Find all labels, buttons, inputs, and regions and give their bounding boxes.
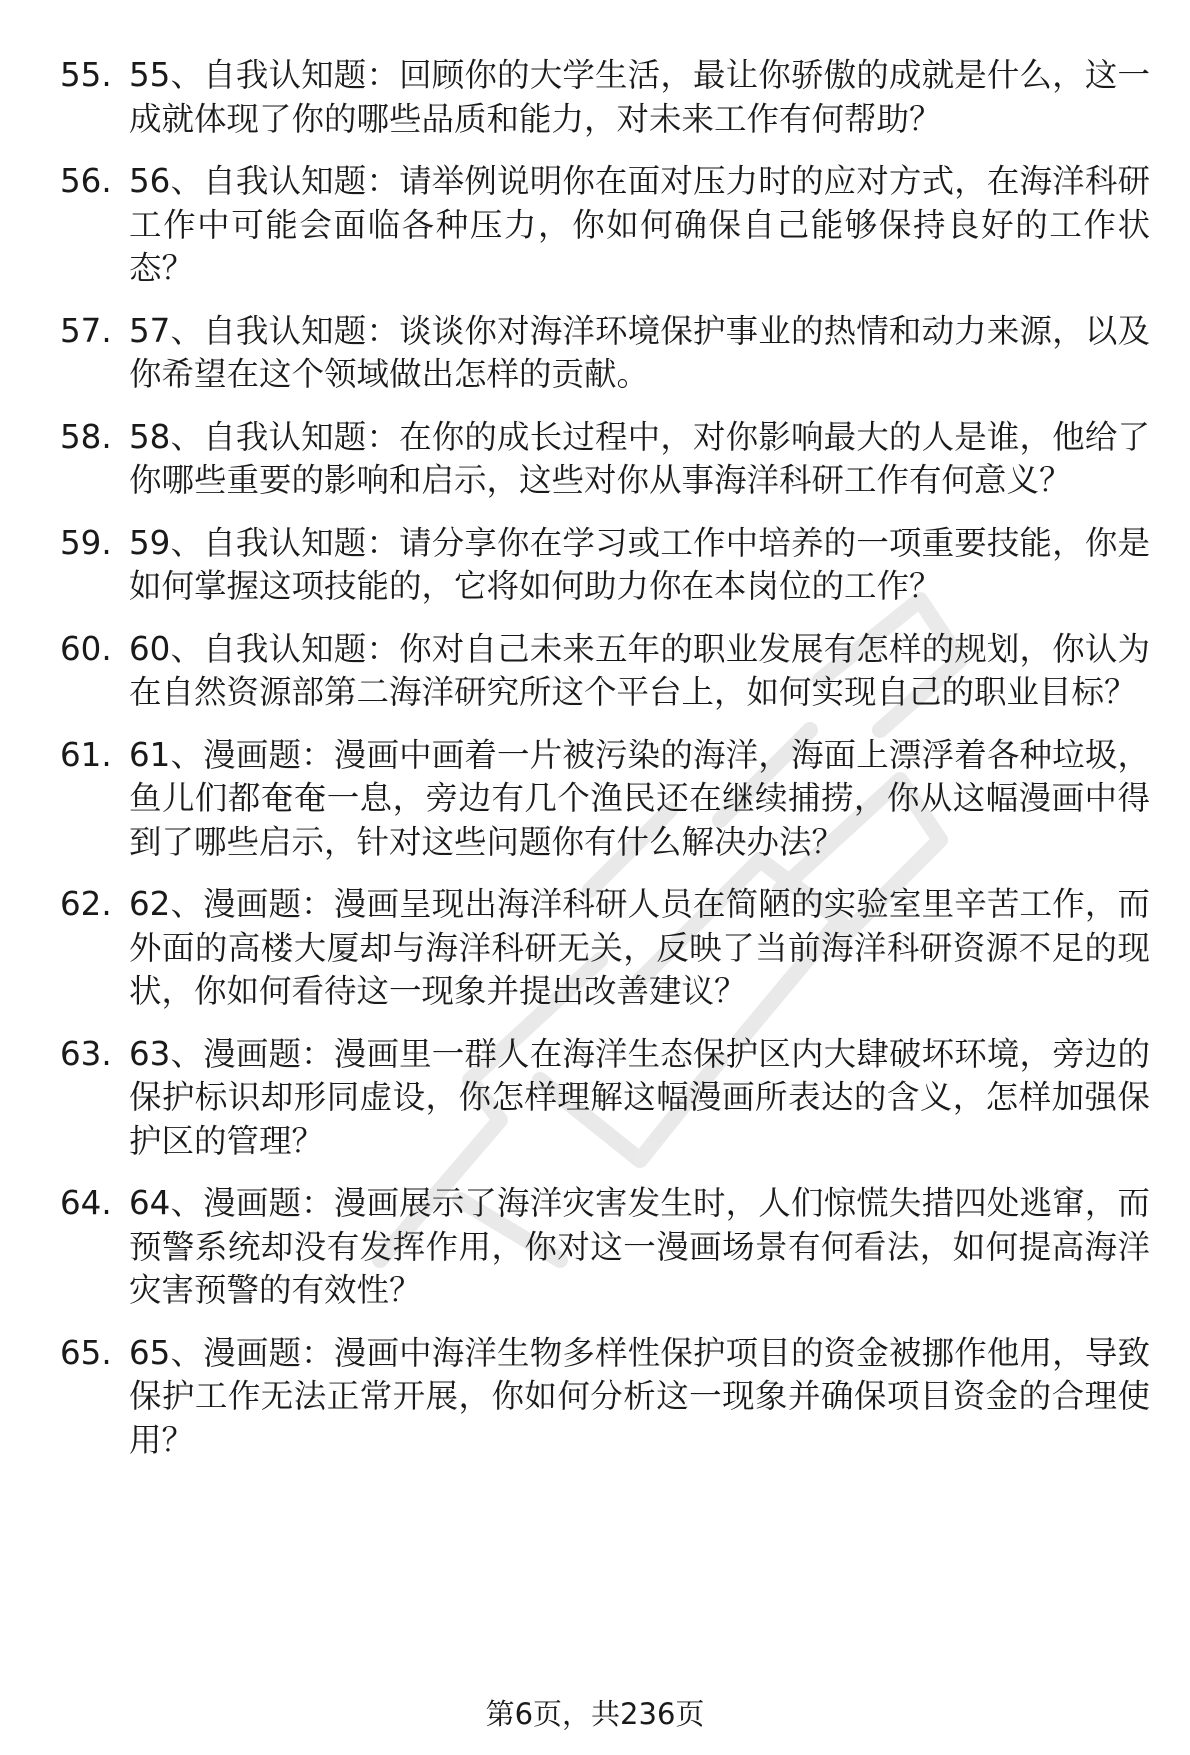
list-item	[60, 1033, 1150, 1164]
item-text: 56、自我认知题：请举例说明你在面对压力时的应对方式，在海洋科研工作中可能会面临各种压力，你如何确保自己能够保持良好的工作状态？	[129, 162, 1150, 287]
item-text: 65、漫画题：漫画中海洋生物多样性保护项目的资金被挪作他用，导致保护工作无法正常开展，你如何分析这一现象并确保项目资金的合理使用？	[129, 1333, 1150, 1459]
item-text: 62、漫画题：漫画呈现出海洋科研人员在简陋的实验室里辛苦工作，而外面的高楼大厦却与海洋科研无关，反映了当前海洋科研资源不足的现状，你如何看待这一现象并提出改善建议？	[129, 885, 1150, 1010]
item-text: 61、漫画题：漫画中画着一片被污染的海洋，海面上漂浮着各种垃圾，鱼儿们都奄奄一息，旁边有几个渔民还在继续捕捞，你从这幅漫画中得到了哪些启示，针对这些问题你有什么解决办法？	[129, 735, 1150, 861]
list-item	[60, 54, 1150, 141]
list-item	[60, 883, 1150, 1014]
list-item	[60, 416, 1150, 503]
item-text: 59、自我认知题：请分享你在学习或工作中培养的一项重要技能，你是如何掌握这项技能的，它将如何助力你在本岗位的工作？	[129, 523, 1150, 605]
item-text: 64、漫画题：漫画展示了海洋灾害发生时，人们惊慌失措四处逃窜，而预警系统却没有发挥作用，你对这一漫画场景有何看法，如何提高海洋灾害预警的有效性？	[129, 1184, 1150, 1309]
list-item	[60, 734, 1150, 865]
item-number: 63.	[60, 1034, 112, 1073]
list-item	[60, 1332, 1150, 1463]
item-text: 58、自我认知题：在你的成长过程中，对你影响最大的人是谁，他给了你哪些重要的影响和启示，这些对你从事海洋科研工作有何意义？	[129, 417, 1150, 499]
item-number: 65.	[60, 1333, 112, 1372]
question-list	[60, 54, 1150, 1481]
item-text: 55、自我认知题：回顾你的大学生活，最让你骄傲的成就是什么，这一成就体现了你的哪些品质和能力，对未来工作有何帮助？	[129, 56, 1150, 138]
item-number: 59.	[60, 523, 112, 562]
list-item	[60, 160, 1150, 291]
list-item	[60, 1182, 1150, 1313]
item-number: 56.	[60, 162, 112, 200]
item-number: 61.	[60, 735, 112, 774]
item-number: 64.	[60, 1184, 112, 1222]
list-item	[60, 628, 1150, 715]
item-text: 57、自我认知题：谈谈你对海洋环境保护事业的热情和动力来源，以及你希望在这个领域做出怎样的贡献。	[129, 311, 1150, 393]
item-text: 60、自我认知题：你对自己未来五年的职业发展有怎样的规划，你认为在自然资源部第二海洋研究所这个平台上，如何实现自己的职业目标？	[129, 629, 1150, 711]
list-item	[60, 310, 1150, 397]
item-number: 60.	[60, 629, 112, 668]
item-number: 58.	[60, 417, 112, 456]
item-number: 55.	[60, 56, 112, 94]
list-item	[60, 522, 1150, 609]
item-text: 63、漫画题：漫画里一群人在海洋生态保护区内大肆破坏环境，旁边的保护标识却形同虚设，你怎样理解这幅漫画所表达的含义，怎样加强保护区的管理？	[129, 1034, 1150, 1160]
item-number: 62.	[60, 885, 112, 923]
page-footer: 第6页，共236页	[485, 1697, 705, 1731]
item-number: 57.	[60, 311, 112, 350]
